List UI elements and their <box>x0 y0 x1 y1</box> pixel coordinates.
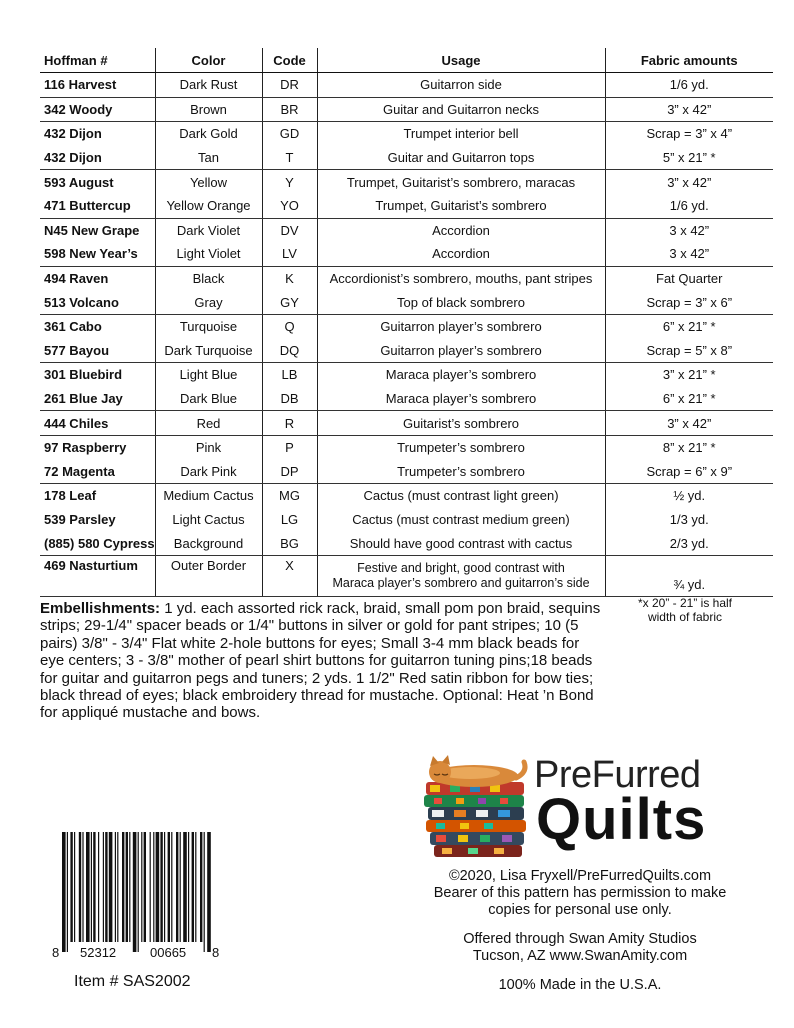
hoffman-cell: 116 Harvest <box>40 73 155 98</box>
usage-cell <box>317 555 605 596</box>
amount-cell: Scrap = 6” x 9” <box>605 460 773 484</box>
hoffman-cell: 471 Buttercup <box>40 194 155 218</box>
barcode-digit-last: 8 <box>212 945 220 960</box>
footnote <box>610 596 760 624</box>
hoffman-cell: 432 Dijon <box>40 146 155 170</box>
hoffman-cell: 261 Blue Jay <box>40 387 155 411</box>
code-cell: DR <box>262 73 317 98</box>
usage-cell: Top of black sombrero <box>317 290 605 314</box>
table-row <box>40 484 773 508</box>
amount-cell: 3 x 42” <box>605 218 773 242</box>
table-row <box>40 363 773 387</box>
color-cell: Light Blue <box>155 363 262 387</box>
amount-cell: Scrap = 3” x 6” <box>605 290 773 314</box>
color-cell: Dark Pink <box>155 460 262 484</box>
table-row <box>40 73 773 98</box>
table-row <box>40 314 773 338</box>
hoffman-cell: 72 Magenta <box>40 460 155 484</box>
table-row <box>40 122 773 146</box>
barcode-digits-right: 00665 <box>150 945 187 960</box>
table-row <box>40 266 773 290</box>
table-row <box>40 387 773 411</box>
header-fabric-amounts: Fabric amounts <box>605 48 773 73</box>
amount-cell: 8” x 21” * <box>605 435 773 459</box>
usage-cell: Trumpeter’s sombrero <box>317 435 605 459</box>
amount-cell: ½ yd. <box>605 484 773 508</box>
usage-cell: Trumpet, Guitarist’s sombrero <box>317 194 605 218</box>
amount-cell: 3” x 21” * <box>605 363 773 387</box>
table-row <box>40 508 773 532</box>
permission-line-2: copies for personal use only. <box>488 902 672 918</box>
amount-cell: ¾ yd. <box>605 555 773 596</box>
hoffman-cell: 513 Volcano <box>40 290 155 314</box>
code-cell: GY <box>262 290 317 314</box>
table-row <box>40 531 773 555</box>
color-cell: Light Cactus <box>155 508 262 532</box>
color-cell: Yellow Orange <box>155 194 262 218</box>
code-cell: BR <box>262 97 317 122</box>
usage-cell: Accordionist’s sombrero, mouths, pant stripes <box>317 266 605 290</box>
amount-cell: 3” x 42” <box>605 170 773 194</box>
barcode-digit-first: 8 <box>52 945 60 960</box>
color-cell: Tan <box>155 146 262 170</box>
barcode-digits <box>52 945 222 961</box>
logo-text-quilts: Quilts <box>536 787 707 852</box>
hoffman-cell: 178 Leaf <box>44 488 97 504</box>
code-cell: YO <box>262 194 317 218</box>
header-hoffman: Hoffman # <box>40 48 155 73</box>
color-cell: Dark Violet <box>155 218 262 242</box>
hoffman-cell: 539 Parsley <box>44 511 116 527</box>
table-header-row <box>40 48 773 73</box>
hoffman-cell: 469 Nasturtium <box>40 555 155 596</box>
color-cell: Light Violet <box>155 242 262 266</box>
color-cell: Turquoise <box>155 314 262 338</box>
usage-cell: Guitarron player’s sombrero <box>317 314 605 338</box>
amount-cell: 1/6 yd. <box>605 73 773 98</box>
hoffman-cell: 444 Chiles <box>40 411 155 436</box>
code-cell: K <box>262 266 317 290</box>
hoffman-cell: N45 New Grape <box>44 222 140 238</box>
code-cell: MG <box>262 484 317 508</box>
table-row <box>40 460 773 484</box>
code-cell: R <box>262 411 317 436</box>
usage-cell: Accordion <box>317 218 605 242</box>
embellishments-paragraph <box>40 600 606 722</box>
code-cell: DV <box>262 218 317 242</box>
color-cell: Medium Cactus <box>155 484 262 508</box>
code-cell: DB <box>262 387 317 411</box>
code-cell: DQ <box>262 339 317 363</box>
usage-cell: Should have good contrast with cactus <box>317 531 605 555</box>
amount-cell: 6” x 21” * <box>605 314 773 338</box>
code-cell: X <box>262 555 317 596</box>
table-row <box>40 170 773 194</box>
table-row <box>40 242 773 266</box>
usage-cell: Guitar and Guitarron necks <box>317 97 605 122</box>
color-cell: Dark Turquoise <box>155 339 262 363</box>
color-cell: Red <box>155 411 262 436</box>
usage-cell: Trumpeter’s sombrero <box>317 460 605 484</box>
code-cell: P <box>262 435 317 459</box>
hoffman-cell: (885) 580 Cypress <box>40 531 155 555</box>
table-row <box>40 194 773 218</box>
usage-cell: Guitarron side <box>317 73 605 98</box>
amount-cell: Fat Quarter <box>605 266 773 290</box>
cat-on-quilt-stack-icon <box>420 752 532 860</box>
amount-cell: 3 x 42” <box>605 242 773 266</box>
table-row <box>40 435 773 459</box>
hoffman-cell: 577 Bayou <box>40 339 155 363</box>
hoffman-cell: 598 New Year’s <box>40 242 155 266</box>
color-cell: Black <box>155 266 262 290</box>
code-cell: BG <box>262 531 317 555</box>
item-number: Item # SAS2002 <box>74 973 191 990</box>
table-row <box>40 97 773 122</box>
barcode-digits-left: 52312 <box>80 945 117 960</box>
code-cell: T <box>262 146 317 170</box>
footnote-line-2: width of fabric <box>647 610 723 624</box>
copyright-text: ©2020, Lisa Fryxell/PreFurredQuilts.com <box>448 868 712 884</box>
table-row <box>40 218 773 242</box>
usage-cell: Accordion <box>317 242 605 266</box>
amount-cell: 3” x 42” <box>605 97 773 122</box>
barcode-bars-icon <box>60 832 216 952</box>
table-row <box>40 555 773 596</box>
usage-line-2: Maraca player’s sombrero and guitarron’s side <box>332 575 590 590</box>
hoffman-cell: 361 Cabo <box>44 319 102 335</box>
usage-line-1: Festive and bright, good contrast with <box>357 560 565 575</box>
usage-cell: Guitarron player’s sombrero <box>317 339 605 363</box>
color-cell: Dark Gold <box>155 122 262 146</box>
amount-cell: 2/3 yd. <box>605 531 773 555</box>
color-cell: Background <box>155 531 262 555</box>
color-cell: Dark Blue <box>155 387 262 411</box>
color-cell: Dark Rust <box>155 73 262 98</box>
usage-cell: Guitar and Guitarron tops <box>317 146 605 170</box>
code-cell: LB <box>262 363 317 387</box>
amount-cell: 6” x 21” * <box>605 387 773 411</box>
made-in-usa-text: 100% Made in the U.S.A. <box>498 977 662 993</box>
amount-cell: 5” x 21” * <box>605 146 773 170</box>
upc-barcode <box>52 832 222 962</box>
amount-cell: Scrap = 3” x 4” <box>605 122 773 146</box>
hoffman-cell: 494 Raven <box>44 271 109 287</box>
hoffman-cell: 301 Bluebird <box>44 367 123 383</box>
usage-cell: Maraca player’s sombrero <box>317 363 605 387</box>
color-cell: Pink <box>155 435 262 459</box>
color-cell: Outer Border <box>155 555 262 596</box>
table-row <box>40 411 773 436</box>
offered-through-text: Offered through Swan Amity Studios <box>463 931 697 947</box>
city-website-text: Tucson, AZ www.SwanAmity.com <box>472 948 688 964</box>
color-cell: Gray <box>155 290 262 314</box>
hoffman-cell: 342 Woody <box>40 97 155 122</box>
hoffman-cell: 593 August <box>44 174 114 190</box>
fabric-table <box>40 48 773 597</box>
table-row <box>40 146 773 170</box>
code-cell: DP <box>262 460 317 484</box>
table-row <box>40 339 773 363</box>
code-cell: Y <box>262 170 317 194</box>
amount-cell: 1/6 yd. <box>605 194 773 218</box>
embellishments-label: Embellishments: <box>40 600 161 617</box>
embellishments-text: 1 yd. each assorted rick rack, braid, small pom pon braid, sequins strips; 29-1/4" spacer beads or 1/4" buttons in silver or gold for pant stripes; 10 (5 pairs) 3/8" - 3/4" Flat white 2-hole buttons for eyes; Small 3-4 mm black beads for eye centers; 3 - 3/8" mother of pearl shirt buttons for guitarron tuning pins;18 beads for guitar and guitarron pegs and tuners; 2 yds. 1 1/2" Red satin ribbon for bow ties; black thread of eyes; black embroidery thread for mustache. Optional: Heat ’n Bond for appliqué mustache and bows. <box>40 600 601 722</box>
code-cell: LV <box>262 242 317 266</box>
amount-cell: 3” x 42” <box>605 411 773 436</box>
amount-cell: 1/3 yd. <box>605 508 773 532</box>
header-usage: Usage <box>317 48 605 73</box>
code-cell: GD <box>262 122 317 146</box>
code-cell: LG <box>262 508 317 532</box>
color-cell: Yellow <box>155 170 262 194</box>
usage-cell: Cactus (must contrast light green) <box>317 484 605 508</box>
usage-cell: Cactus (must contrast medium green) <box>317 508 605 532</box>
header-code: Code <box>262 48 317 73</box>
hoffman-cell: 432 Dijon <box>44 126 102 142</box>
usage-cell: Trumpet, Guitarist’s sombrero, maracas <box>317 170 605 194</box>
amount-cell: Scrap = 5” x 8” <box>605 339 773 363</box>
table-row <box>40 290 773 314</box>
header-color: Color <box>155 48 262 73</box>
usage-cell: Trumpet interior bell <box>317 122 605 146</box>
color-cell: Brown <box>155 97 262 122</box>
usage-cell: Guitarist’s sombrero <box>317 411 605 436</box>
logo-text-prefurred: PreFurred <box>534 754 701 796</box>
permission-line-1: Bearer of this pattern has permission to make <box>433 885 727 901</box>
code-cell: Q <box>262 314 317 338</box>
hoffman-cell: 97 Raspberry <box>44 440 127 456</box>
footnote-line-1: *x 20” - 21” is half <box>637 596 733 610</box>
prefurred-quilts-logo <box>420 752 740 862</box>
usage-cell: Maraca player’s sombrero <box>317 387 605 411</box>
